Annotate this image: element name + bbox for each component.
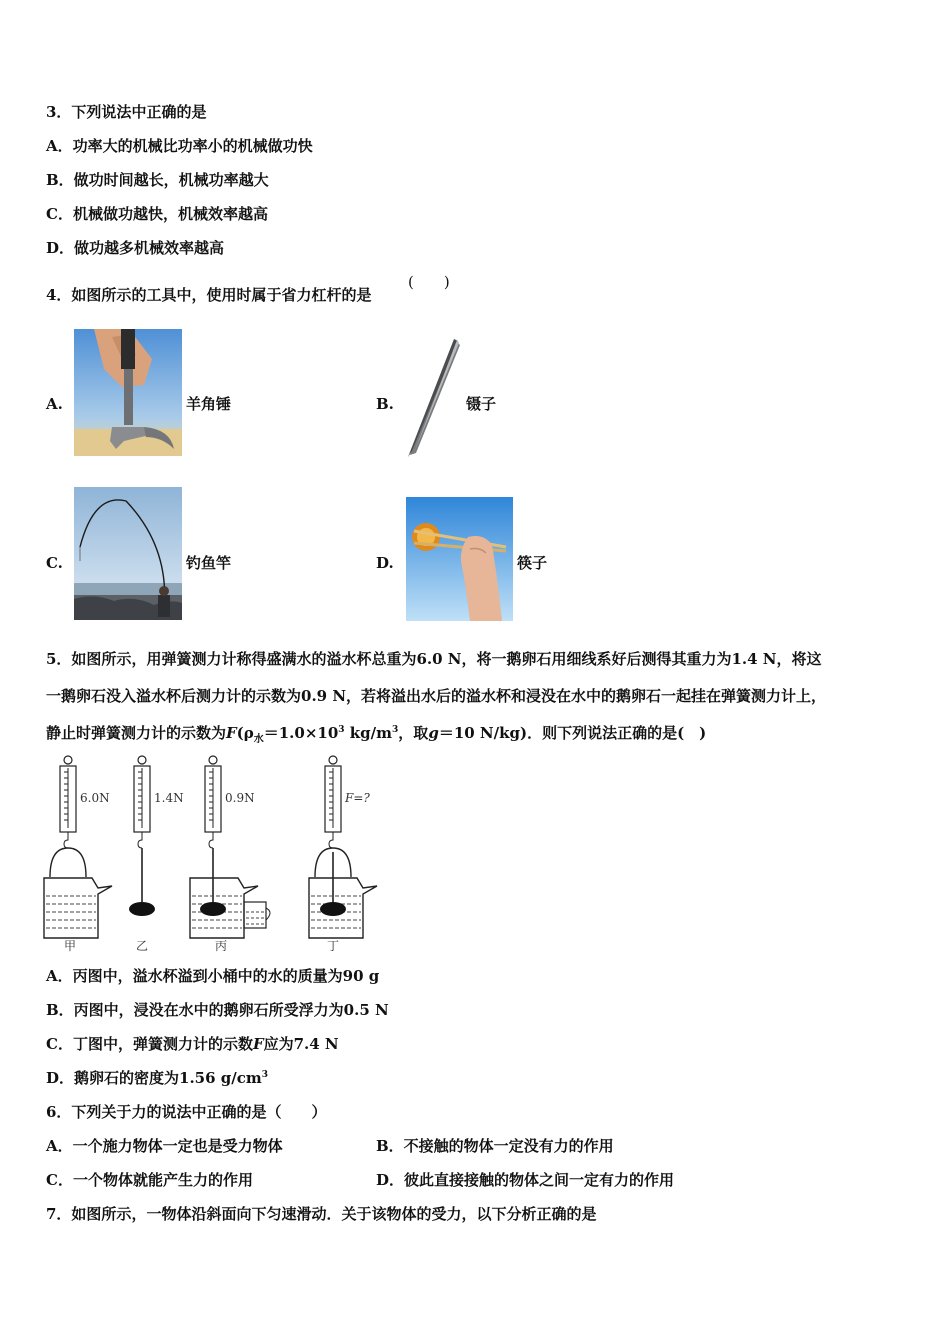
reading-jia: 6.0N	[80, 791, 110, 805]
q5-stem-line1: 5．如图所示，用弹簧测力计称得盛满水的溢水杯总重为6.0 N，将一鹅卵石用细线系好后测得其重力为1.4 N，将这	[46, 650, 822, 668]
q4-option-b-label: 镊子	[466, 395, 497, 413]
q4-stem: 4．如图所示的工具中，使用时属于省力杠杆的是	[46, 286, 372, 304]
caption-bing: 丙	[215, 939, 228, 952]
q3-option-c: C．机械做功越快，机械效率越高	[46, 205, 268, 223]
caption-jia: 甲	[64, 939, 77, 952]
q3-option-b: B．做功时间越长，机械功率越大	[46, 171, 269, 189]
claw-hammer-image	[74, 329, 182, 456]
q3-option-a: A．功率大的机械比功率小的机械做功快	[46, 137, 313, 155]
q4-option-d-letter: D.	[376, 554, 394, 572]
reading-bing: 0.9N	[225, 791, 255, 805]
scale-jia	[44, 756, 112, 938]
q4-option-d-label: 筷子	[517, 554, 548, 572]
q6-option-c: C．一个物体就能产生力的作用	[46, 1171, 253, 1189]
q7-stem: 7．如图所示，一物体沿斜面向下匀速滑动．关于该物体的受力，以下分析正确的是	[46, 1205, 597, 1223]
q5-stem-line2: 一鹅卵石没入溢水杯后测力计的示数为0.9 N，若将溢出水后的溢水杯和浸没在水中的鹅卵石一起挂在弹簧测力计上，	[46, 687, 827, 705]
q4-option-b-letter: B.	[376, 395, 394, 413]
reading-ding: F=?	[345, 791, 370, 805]
scale-ding	[309, 756, 377, 938]
q4-option-a-label: 羊角锤	[186, 395, 232, 413]
tweezers-image	[404, 337, 462, 459]
q4-option-a-letter: A.	[46, 395, 63, 413]
spring-scale-figure	[40, 752, 380, 952]
fishing-rod-image	[74, 487, 182, 620]
q5-option-c: C．丁图中，弹簧测力计的示数F应为7.4 N	[46, 1035, 339, 1053]
q5-option-b: B．丙图中，浸没在水中的鹅卵石所受浮力为0.5 N	[46, 1001, 389, 1019]
q5-option-d: D．鹅卵石的密度为1.56 $g/cm^3$	[46, 1069, 269, 1087]
q6-option-a: A．一个施力物体一定也是受力物体	[46, 1137, 283, 1155]
caption-yi: 乙	[136, 939, 149, 952]
q3-option-d: D．做功越多机械效率越高	[46, 239, 225, 257]
q4-option-c-letter: C.	[46, 554, 63, 572]
reading-yi: 1.4N	[154, 791, 184, 805]
caption-ding: 丁	[327, 939, 340, 952]
chopsticks-image	[406, 497, 513, 621]
scale-yi	[129, 756, 155, 916]
q4-option-c-label: 钓鱼竿	[186, 554, 232, 572]
q5-stem-line3: 静止时弹簧测力计的示数为$F(\rho_水=1.0\times 10^3$ $kg/m^3$，取g＝10 N/kg)．则下列说法正确的是( )	[46, 724, 707, 745]
q3-stem: 3．下列说法中正确的是	[46, 103, 207, 121]
q4-paren: ( )	[408, 273, 450, 291]
q6-option-b: B．不接触的物体一定没有力的作用	[376, 1137, 614, 1155]
scale-bing	[190, 756, 270, 938]
q6-option-d: D．彼此直接接触的物体之间一定有力的作用	[376, 1171, 675, 1189]
q6-stem: 6．下列关于力的说法中正确的是（ ）	[46, 1103, 327, 1121]
q5-option-a: A．丙图中，溢水杯溢到小桶中的水的质量为90 g	[46, 967, 380, 985]
